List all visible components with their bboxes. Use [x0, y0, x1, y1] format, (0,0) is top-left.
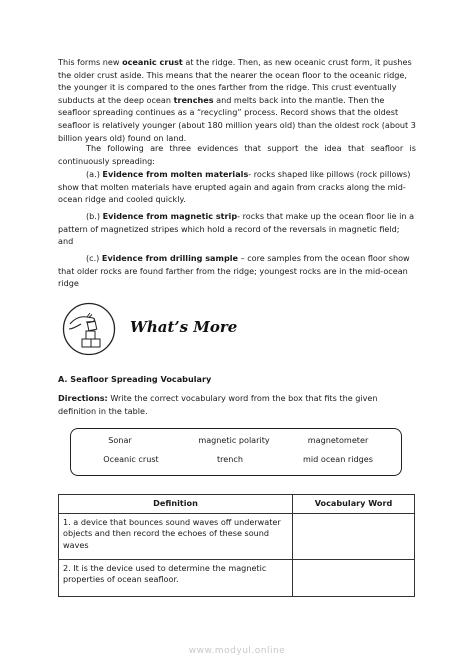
word-bank-item: Sonar — [108, 435, 132, 445]
word-bank-item: Oceanic crust — [103, 454, 159, 464]
directions-text: Directions: Write the correct vocabulary word from the box that fits the given definition in the table. — [58, 393, 378, 416]
evidence-c-paragraph: (c.) Evidence from drilling sample – core samples from the ocean floor show that older rocks are found farther from the ridge; youngest rocks are in the mid-ocean ridge — [58, 253, 410, 289]
answer-cell[interactable] — [293, 559, 415, 596]
evidence-b-paragraph: (b.) Evidence from magnetic strip- rocks that make up the ocean floor lie in a pattern of magnetized stripes which hold a record of the reversals in magnetic field; and — [58, 211, 415, 247]
definition-cell: 2. It is the device used to determine the magnetic properties of ocean seafloor. — [59, 559, 293, 596]
intro-paragraph: This forms new oceanic crust at the ridge. Then, as new oceanic crust form, it pushes the older crust aside. This means that the nearer the ocean floor to the oceanic ridge, the younger it is compared to the ones farther from the ridge. This crust eventually subducts at the deep ocean trenches and melts back into the mantle. Then the seafloor spreading continues as a “recycling” process. Record shows that the oldest seafloor is relatively younger (about 180 million years old) than the oldest rock (about 3 billion years old) found on land. — [58, 57, 416, 143]
hand-stacking-blocks-icon — [62, 302, 116, 356]
vocabulary-table — [58, 494, 415, 597]
table-row — [59, 559, 415, 596]
answer-cell[interactable] — [293, 513, 415, 559]
word-bank-item: magnetic polarity — [198, 435, 270, 445]
word-bank-item: magnetometer — [307, 435, 369, 445]
table-row — [59, 513, 415, 559]
table-header-row — [59, 495, 415, 514]
definition-cell: 1. a device that bounces sound waves off underwater objects and then record the echoes of these sound waves — [59, 513, 293, 559]
activity-heading: A. Seafloor Spreading Vocabulary — [58, 374, 212, 384]
vocabulary-word-header: Vocabulary Word — [293, 495, 415, 514]
evidence-intro-paragraph: The following are three evidences that support the idea that seafloor is continuously spreading: — [58, 143, 416, 166]
footer-watermark: www.modyul.online — [188, 646, 286, 656]
word-bank-item: mid ocean ridges — [303, 454, 373, 464]
evidence-a-paragraph: (a.) Evidence from molten materials- rocks shaped like pillows (rock pillows) show that molten materials have erupted again and again from cracks along the mid-ocean ridge and cooled quickly. — [58, 169, 411, 205]
word-bank-box — [70, 428, 402, 476]
definition-header: Definition — [59, 495, 293, 514]
whats-more-title: What’s More — [130, 318, 238, 336]
word-bank-item: trench — [216, 454, 243, 464]
